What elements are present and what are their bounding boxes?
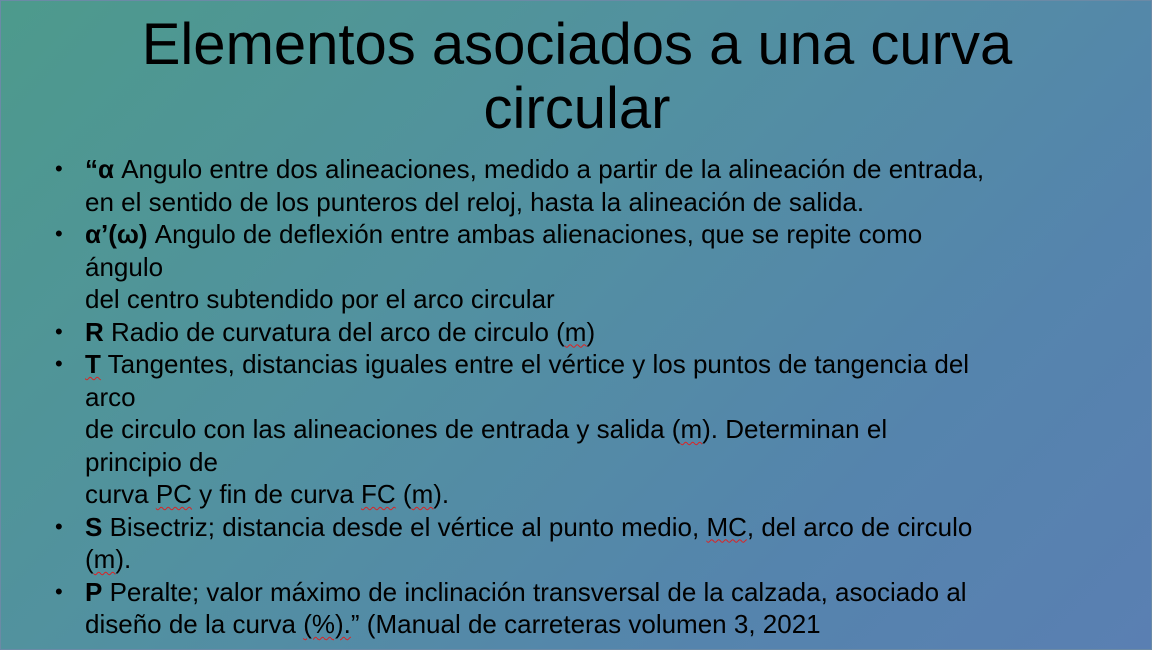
bullet-r-line-1 <box>85 316 1115 349</box>
bullet-t <box>55 348 1115 511</box>
bullet-t-line-4: principio de <box>85 446 218 477</box>
symbol-alpha-prime: α’(ω) <box>85 219 148 249</box>
symbol-t: T <box>85 349 101 379</box>
p-text-2a: diseño de la curva <box>85 609 304 639</box>
bullet-alpha <box>55 153 1115 218</box>
t-text-5d: ). <box>433 479 450 509</box>
symbol-s: S <box>85 511 103 542</box>
p-text-2b: ” (Manual de carreteras volumen 3, 2021 <box>350 609 821 639</box>
title-line-2: circular <box>483 76 671 141</box>
bullet-p-line-1 <box>85 576 1115 609</box>
bullet-dot-icon: • <box>55 578 63 604</box>
s-unit: m <box>93 544 116 574</box>
s-text-1a: Bisectriz; distancia desde el vértice al punto medio, <box>102 511 707 542</box>
t-text-5c: ( <box>395 479 412 509</box>
symbol-r: R <box>85 316 104 347</box>
bullet-alpha-prime-line-3: del centro subtendido por el arco circular <box>85 284 555 314</box>
symbol-p: P <box>85 576 103 607</box>
t-text-3b: ). Determinan el <box>702 414 888 444</box>
t-text-5b: y fin de curva <box>191 479 362 509</box>
bullet-t-line-5 <box>85 478 1115 511</box>
bullet-t-line-1 <box>85 348 1115 381</box>
s-text-1b: , del arco de circulo <box>746 511 973 542</box>
bullet-alpha-prime <box>55 218 1115 316</box>
alpha-text: Angulo entre dos alineaciones, medido a partir de la alineación de entrada, <box>113 154 985 184</box>
r-unit: m <box>564 316 587 347</box>
bullet-p <box>55 576 1115 641</box>
t-text-1: Tangentes, distancias iguales entre el vértice y los puntos de tangencia del <box>100 349 970 379</box>
s-text-2a: ( <box>85 544 94 574</box>
bullet-dot-icon: • <box>55 318 63 344</box>
bullet-dot-icon: • <box>55 156 63 181</box>
s-text-2b: ). <box>115 544 132 574</box>
bullet-alpha-line-1 <box>85 153 1115 186</box>
bullet-dot-icon: • <box>55 351 63 376</box>
p-percent: (%). <box>303 609 351 639</box>
t-text-3a: de circulo con las alineaciones de entrada y salida ( <box>85 414 681 444</box>
bullet-t-line-2: arco <box>85 381 136 412</box>
alpha-prime-text: Angulo de deflexión entre ambas alienaciones, que se repite como <box>147 219 923 249</box>
bullet-t-line-3 <box>85 413 1115 446</box>
bullet-dot-icon: • <box>55 513 63 539</box>
t-unit-2: m <box>411 479 434 509</box>
p-text-1: Peralte; valor máximo de inclinación transversal de la calzada, asociado al <box>102 576 967 607</box>
bullet-alpha-prime-line-2: ángulo <box>85 251 164 282</box>
r-text: Radio de curvatura del arco de circulo ( <box>103 316 565 347</box>
slide-title <box>1 13 1152 141</box>
title-line-1: Elementos asociados a una curva <box>141 12 1013 77</box>
t-pc: PC <box>155 479 192 509</box>
t-unit-1: m <box>680 414 703 444</box>
bullet-list <box>55 153 1115 641</box>
symbol-alpha: “α <box>85 154 114 184</box>
r-text-end: ) <box>586 316 596 347</box>
bullet-s <box>55 511 1115 576</box>
bullet-alpha-prime-line-1 <box>85 218 1115 251</box>
bullet-s-line-1 <box>85 511 1115 544</box>
s-mc: MC <box>706 511 747 542</box>
t-text-5a: curva <box>85 479 156 509</box>
bullet-r <box>55 316 1115 349</box>
bullet-dot-icon: • <box>55 221 63 246</box>
t-fc: FC <box>361 479 396 509</box>
bullet-p-line-2 <box>85 608 1115 641</box>
bullet-alpha-line-2: en el sentido de los punteros del reloj, hasta la alineación de salida. <box>85 186 865 217</box>
bullet-s-line-2 <box>85 543 1115 576</box>
